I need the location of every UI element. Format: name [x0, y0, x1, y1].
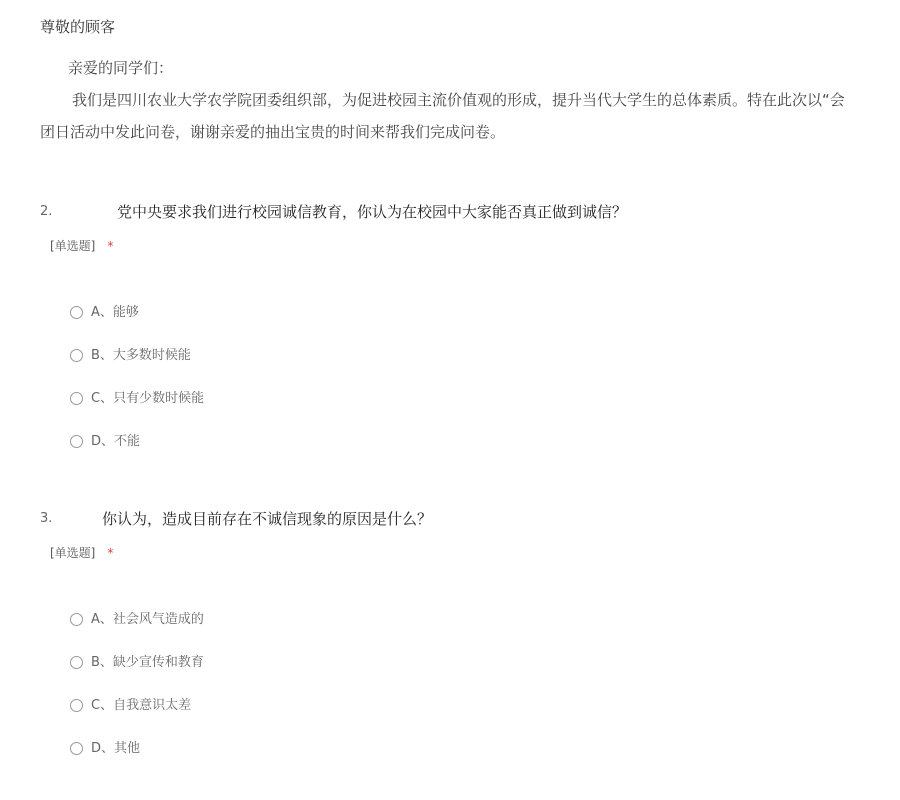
option-d[interactable]: [70, 741, 204, 784]
option-a[interactable]: [70, 612, 204, 655]
option-d[interactable]: [70, 434, 204, 477]
options-list: [70, 612, 204, 784]
intro-line-2: 团日活动中发此问卷，谢谢亲爱的抽出宝贵的时间来帮我们完成问卷。: [40, 123, 506, 141]
intro-text: [40, 52, 900, 148]
option-label: D、不能: [91, 434, 141, 449]
option-label: D、其他: [91, 741, 141, 756]
option-b[interactable]: [70, 655, 204, 698]
option-label: B、大多数时候能: [91, 348, 191, 363]
radio-icon[interactable]: [70, 742, 83, 755]
option-label: A、社会风气造成的: [91, 612, 204, 627]
radio-icon[interactable]: [70, 699, 83, 712]
question-type: [50, 544, 113, 561]
option-label: A、能够: [91, 305, 139, 320]
radio-icon[interactable]: [70, 613, 83, 626]
greeting-heading: 尊敬的顾客: [40, 18, 116, 36]
question-2: [40, 201, 900, 449]
radio-icon[interactable]: [70, 656, 83, 669]
radio-icon[interactable]: [70, 392, 83, 405]
question-type-label: [单选题]: [50, 239, 96, 253]
option-label: C、自我意识太差: [91, 698, 192, 713]
radio-icon[interactable]: [70, 435, 83, 448]
option-a[interactable]: [70, 305, 204, 348]
radio-icon[interactable]: [70, 349, 83, 362]
question-title: 你认为，造成目前存在不诚信现象的原因是什么？: [102, 510, 433, 528]
question-type: [50, 237, 113, 254]
question-3: [40, 508, 900, 756]
intro-line-1: 我们是四川农业大学农学院团委组织部，为促进校园主流价值观的形成，提升当代大学生的总体素质。特在此次以“会: [72, 91, 845, 109]
option-label: B、缺少宣传和教育: [91, 655, 204, 670]
options-list: [70, 305, 204, 477]
option-c[interactable]: [70, 391, 204, 434]
option-c[interactable]: [70, 698, 204, 741]
question-number: 2.: [40, 204, 53, 219]
question-type-label: [单选题]: [50, 546, 96, 560]
intro-salutation: 亲爱的同学们：: [68, 59, 174, 77]
option-label: C、只有少数时候能: [91, 391, 205, 406]
radio-icon[interactable]: [70, 306, 83, 319]
option-b[interactable]: [70, 348, 204, 391]
question-number: 3.: [40, 511, 53, 526]
question-title: 党中央要求我们进行校园诚信教育，你认为在校园中大家能否真正做到诚信？: [117, 203, 628, 221]
required-marker: *: [107, 239, 114, 253]
required-marker: *: [107, 546, 114, 560]
